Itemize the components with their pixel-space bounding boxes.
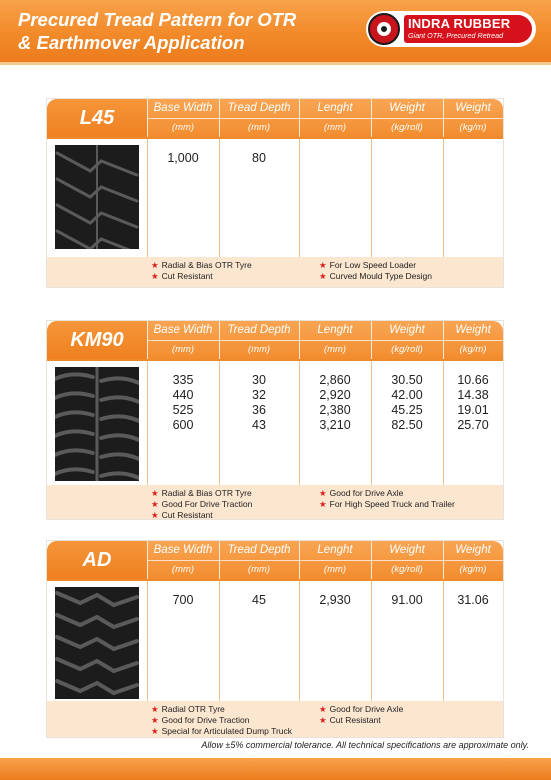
star-icon: ★	[151, 726, 159, 736]
column-label: Tread Depth	[227, 324, 291, 336]
column-unit: (kg/roll)	[391, 344, 423, 355]
star-icon: ★	[151, 704, 159, 714]
spec-cell: 2,380	[319, 403, 351, 417]
feature-item	[151, 726, 292, 737]
feature-item	[151, 488, 252, 499]
feature-text: Good for Drive Traction	[161, 715, 250, 725]
panel-header	[47, 541, 503, 579]
spec-cell: 91.00	[391, 593, 423, 607]
spec-cell: 42.00	[391, 388, 423, 402]
feature-text: Curved Mould Type Design	[329, 271, 432, 281]
model-name: KM90	[70, 329, 124, 351]
product-panel-km90	[46, 320, 504, 520]
star-icon: ★	[319, 260, 327, 270]
column-unit: (mm)	[323, 564, 347, 575]
column-unit: (kg/roll)	[391, 564, 423, 575]
tread-pattern-image	[55, 367, 139, 481]
brand-name: INDRA RUBBER	[408, 16, 511, 31]
feature-text: Radial OTR Tyre	[161, 704, 225, 714]
column-label: Tread Depth	[227, 544, 291, 556]
spec-cell: 2,920	[319, 388, 351, 402]
column-label: Weight	[455, 102, 491, 114]
model-name: L45	[79, 107, 115, 129]
star-icon: ★	[151, 488, 159, 498]
spec-cell: 440	[172, 388, 194, 402]
spec-cell: 525	[172, 403, 194, 417]
feature-item	[319, 271, 432, 282]
column-unit: (mm)	[171, 122, 195, 133]
feature-band	[47, 701, 503, 737]
star-icon: ★	[319, 271, 327, 281]
feature-item	[151, 499, 252, 510]
page-title-line-2: & Earthmover Application	[18, 32, 245, 53]
column-unit: (kg/m)	[459, 564, 487, 575]
column-label: Weight	[455, 544, 491, 556]
feature-item	[319, 260, 416, 271]
tolerance-note: Allow ±5% commercial tolerance. All technical specifications are approximate only.	[201, 740, 529, 750]
header-midline	[147, 118, 503, 119]
spec-cell: 3,210	[319, 418, 351, 432]
spec-cell: 14.38	[457, 388, 489, 402]
column-unit: (mm)	[247, 344, 271, 355]
column-label: Base Width	[153, 324, 213, 336]
header-underline	[47, 579, 503, 581]
feature-text: Good for Drive Axle	[329, 704, 404, 714]
spec-cell: 82.50	[391, 418, 423, 432]
spec-cell: 2,860	[319, 373, 351, 387]
spec-cell: 31.06	[457, 593, 489, 607]
spec-cell: 45	[252, 593, 266, 607]
column-label: Weight	[389, 324, 425, 336]
feature-item	[319, 704, 403, 715]
star-icon: ★	[319, 499, 327, 509]
spec-cell: 32	[252, 388, 266, 402]
column-unit: (mm)	[247, 122, 271, 133]
spec-cell: 30	[252, 373, 266, 387]
product-panel-ad	[46, 540, 504, 738]
column-label: Weight	[389, 102, 425, 114]
product-panel-l45	[46, 98, 504, 288]
page-title-line-1: Precured Tread Pattern for OTR	[18, 9, 297, 30]
feature-text: Radial & Bias OTR Tyre	[161, 260, 252, 270]
column-divider	[299, 139, 300, 257]
spec-cell: 45.25	[391, 403, 423, 417]
star-icon: ★	[151, 260, 159, 270]
spec-cell: 30.50	[391, 373, 423, 387]
spec-cell: 335	[172, 373, 194, 387]
column-divider	[371, 139, 372, 257]
feature-band	[47, 485, 503, 519]
feature-text: Cut Resistant	[161, 510, 213, 520]
feature-item	[151, 271, 213, 282]
column-unit: (kg/m)	[459, 122, 487, 133]
header-midline	[147, 560, 503, 561]
star-icon: ★	[151, 510, 159, 520]
page-header	[0, 0, 551, 62]
page-title	[18, 8, 296, 54]
spec-cell: 80	[252, 151, 266, 165]
column-label: Lenght	[317, 102, 353, 114]
header-midline	[147, 340, 503, 341]
feature-band	[47, 257, 503, 287]
column-unit: (mm)	[247, 564, 271, 575]
star-icon: ★	[319, 715, 327, 725]
footer-bar	[0, 758, 551, 780]
feature-item	[151, 510, 213, 521]
feature-item	[319, 488, 403, 499]
column-label: Base Width	[153, 102, 213, 114]
column-label: Lenght	[317, 544, 353, 556]
feature-text: Good for Drive Axle	[329, 488, 404, 498]
spec-cell: 19.01	[457, 403, 489, 417]
column-unit: (mm)	[171, 564, 195, 575]
feature-text: Cut Resistant	[161, 271, 213, 281]
feature-item	[151, 715, 250, 726]
column-unit: (kg/m)	[459, 344, 487, 355]
tread-pattern-image	[55, 145, 139, 249]
feature-text: For Low Speed Loader	[329, 260, 417, 270]
panel-header	[47, 99, 503, 137]
feature-item	[319, 499, 455, 510]
column-label: Weight	[455, 324, 491, 336]
column-label: Tread Depth	[227, 102, 291, 114]
star-icon: ★	[151, 271, 159, 281]
brand-band	[404, 15, 532, 43]
spec-cell: 600	[172, 418, 194, 432]
column-unit: (mm)	[323, 344, 347, 355]
panel-header	[47, 321, 503, 359]
brand-tagline: Giant OTR, Precured Retread	[408, 31, 504, 40]
column-unit: (kg/roll)	[391, 122, 423, 133]
feature-item	[151, 260, 252, 271]
column-label: Base Width	[153, 544, 213, 556]
header-rule	[0, 62, 551, 65]
header-underline	[47, 137, 503, 139]
star-icon: ★	[319, 488, 327, 498]
column-unit: (mm)	[323, 122, 347, 133]
tread-pattern-image	[55, 587, 139, 699]
feature-text: Radial & Bias OTR Tyre	[161, 488, 252, 498]
brand-logo	[366, 11, 536, 47]
column-divider	[443, 139, 444, 257]
star-icon: ★	[151, 499, 159, 509]
spec-cell: 700	[172, 593, 194, 607]
model-name: AD	[82, 549, 112, 571]
spec-cell: 10.66	[457, 373, 489, 387]
spec-cell: 36	[252, 403, 266, 417]
spec-cell: 2,930	[319, 593, 351, 607]
tyre-emblem-icon	[368, 13, 400, 45]
column-label: Lenght	[317, 324, 353, 336]
feature-item	[319, 715, 381, 726]
spec-cell: 25.70	[457, 418, 489, 432]
feature-text: Cut Resistant	[329, 715, 381, 725]
header-underline	[47, 359, 503, 361]
column-unit: (mm)	[171, 344, 195, 355]
spec-cell: 43	[252, 418, 266, 432]
feature-item	[151, 704, 225, 715]
feature-text: Special for Articulated Dump Truck	[161, 726, 293, 736]
feature-text: Good For Drive Traction	[161, 499, 253, 509]
feature-text: For High Speed Truck and Trailer	[329, 499, 455, 509]
column-label: Weight	[389, 544, 425, 556]
star-icon: ★	[151, 715, 159, 725]
spec-cell: 1,000	[167, 151, 199, 165]
star-icon: ★	[319, 704, 327, 714]
